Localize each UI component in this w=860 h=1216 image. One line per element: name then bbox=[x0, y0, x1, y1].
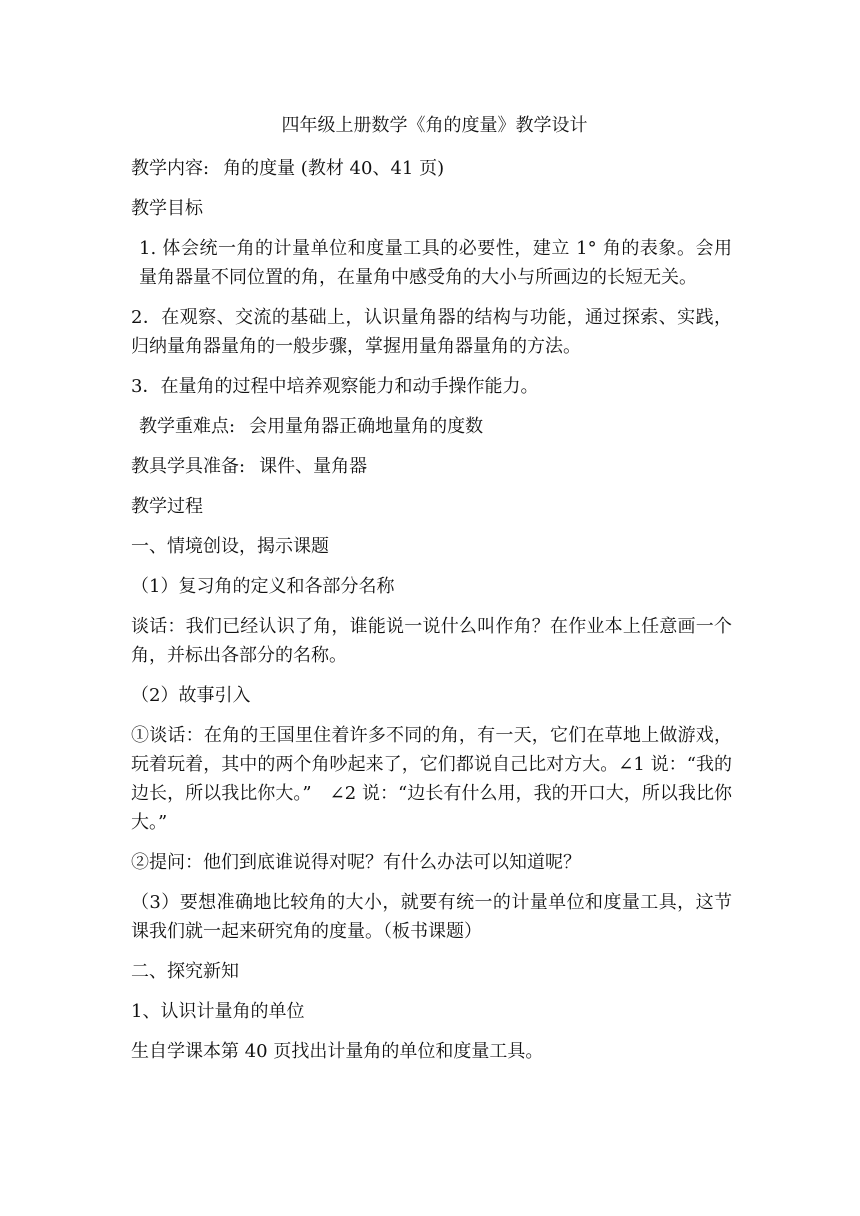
subsection-1: （1）复习角的定义和各部分名称 bbox=[131, 576, 395, 597]
section-1-heading: 一、情境创设，揭示课题 bbox=[131, 536, 329, 557]
teaching-content-label: 教学内容: bbox=[131, 158, 210, 179]
goal-1: 1. 体会统一角的计量单位和度量工具的必要性，建立 1° 角的表象。会用量角器量不同位置的角，在量角中感受角的大小与所画边的长短无关。 bbox=[139, 238, 732, 288]
self-study-line: 生自学课本第 40 页找出计量角的单位和度量工具。 bbox=[131, 1041, 544, 1062]
tools-value: 课件、量角器 bbox=[259, 456, 368, 477]
key-points-line bbox=[131, 412, 732, 441]
process-heading: 教学过程 bbox=[131, 496, 203, 517]
document-title: 四年级上册数学《角的度量》教学设计 bbox=[281, 115, 588, 136]
key-points-label: 教学重难点: bbox=[139, 416, 236, 437]
tools-label: 教具学具准备: bbox=[131, 456, 246, 477]
section-2-heading: 二、探究新知 bbox=[131, 961, 239, 982]
question: ②提问：他们到底谁说得对呢？有什么办法可以知道呢？ bbox=[131, 852, 581, 873]
goal-3: 3．在量角的过程中培养观察能力和动手操作能力。 bbox=[131, 376, 539, 397]
goal-2: 2．在观察、交流的基础上，认识量角器的结构与功能，通过探索、实践，归纳量角器量角的一般步骤，掌握用量角器量角的方法。 bbox=[131, 307, 732, 357]
talk-1: 谈话：我们已经认识了角，谁能说一说什么叫作角？在作业本上任意画一个角，并标出各部分的名称。 bbox=[131, 616, 732, 666]
goals-heading: 教学目标 bbox=[131, 198, 203, 219]
teaching-content-line bbox=[131, 154, 732, 183]
subsection-2: （2）故事引入 bbox=[131, 685, 251, 706]
tools-line bbox=[131, 452, 732, 481]
step-1-heading: 1、认识计量角的单位 bbox=[131, 1001, 305, 1022]
teaching-content-value: 角的度量 (教材 40、41 页) bbox=[223, 158, 445, 179]
key-points-value: 会用量角器正确地量角的度数 bbox=[249, 416, 484, 437]
subsection-3: （3）要想准确地比较角的大小，就要有统一的计量单位和度量工具，这节课我们就一起来研究角的度量。（板书课题） bbox=[131, 892, 732, 942]
talk-2: ①谈话：在角的王国里住着许多不同的角，有一天，它们在草地上做游戏，玩着玩着，其中的两个角吵起来了，它们都说自己比对方大。∠1 说：“我的边长，所以我比你大。” ∠2 说：“边长有什么用，我的开口大，所以我比你大。” bbox=[131, 725, 732, 833]
